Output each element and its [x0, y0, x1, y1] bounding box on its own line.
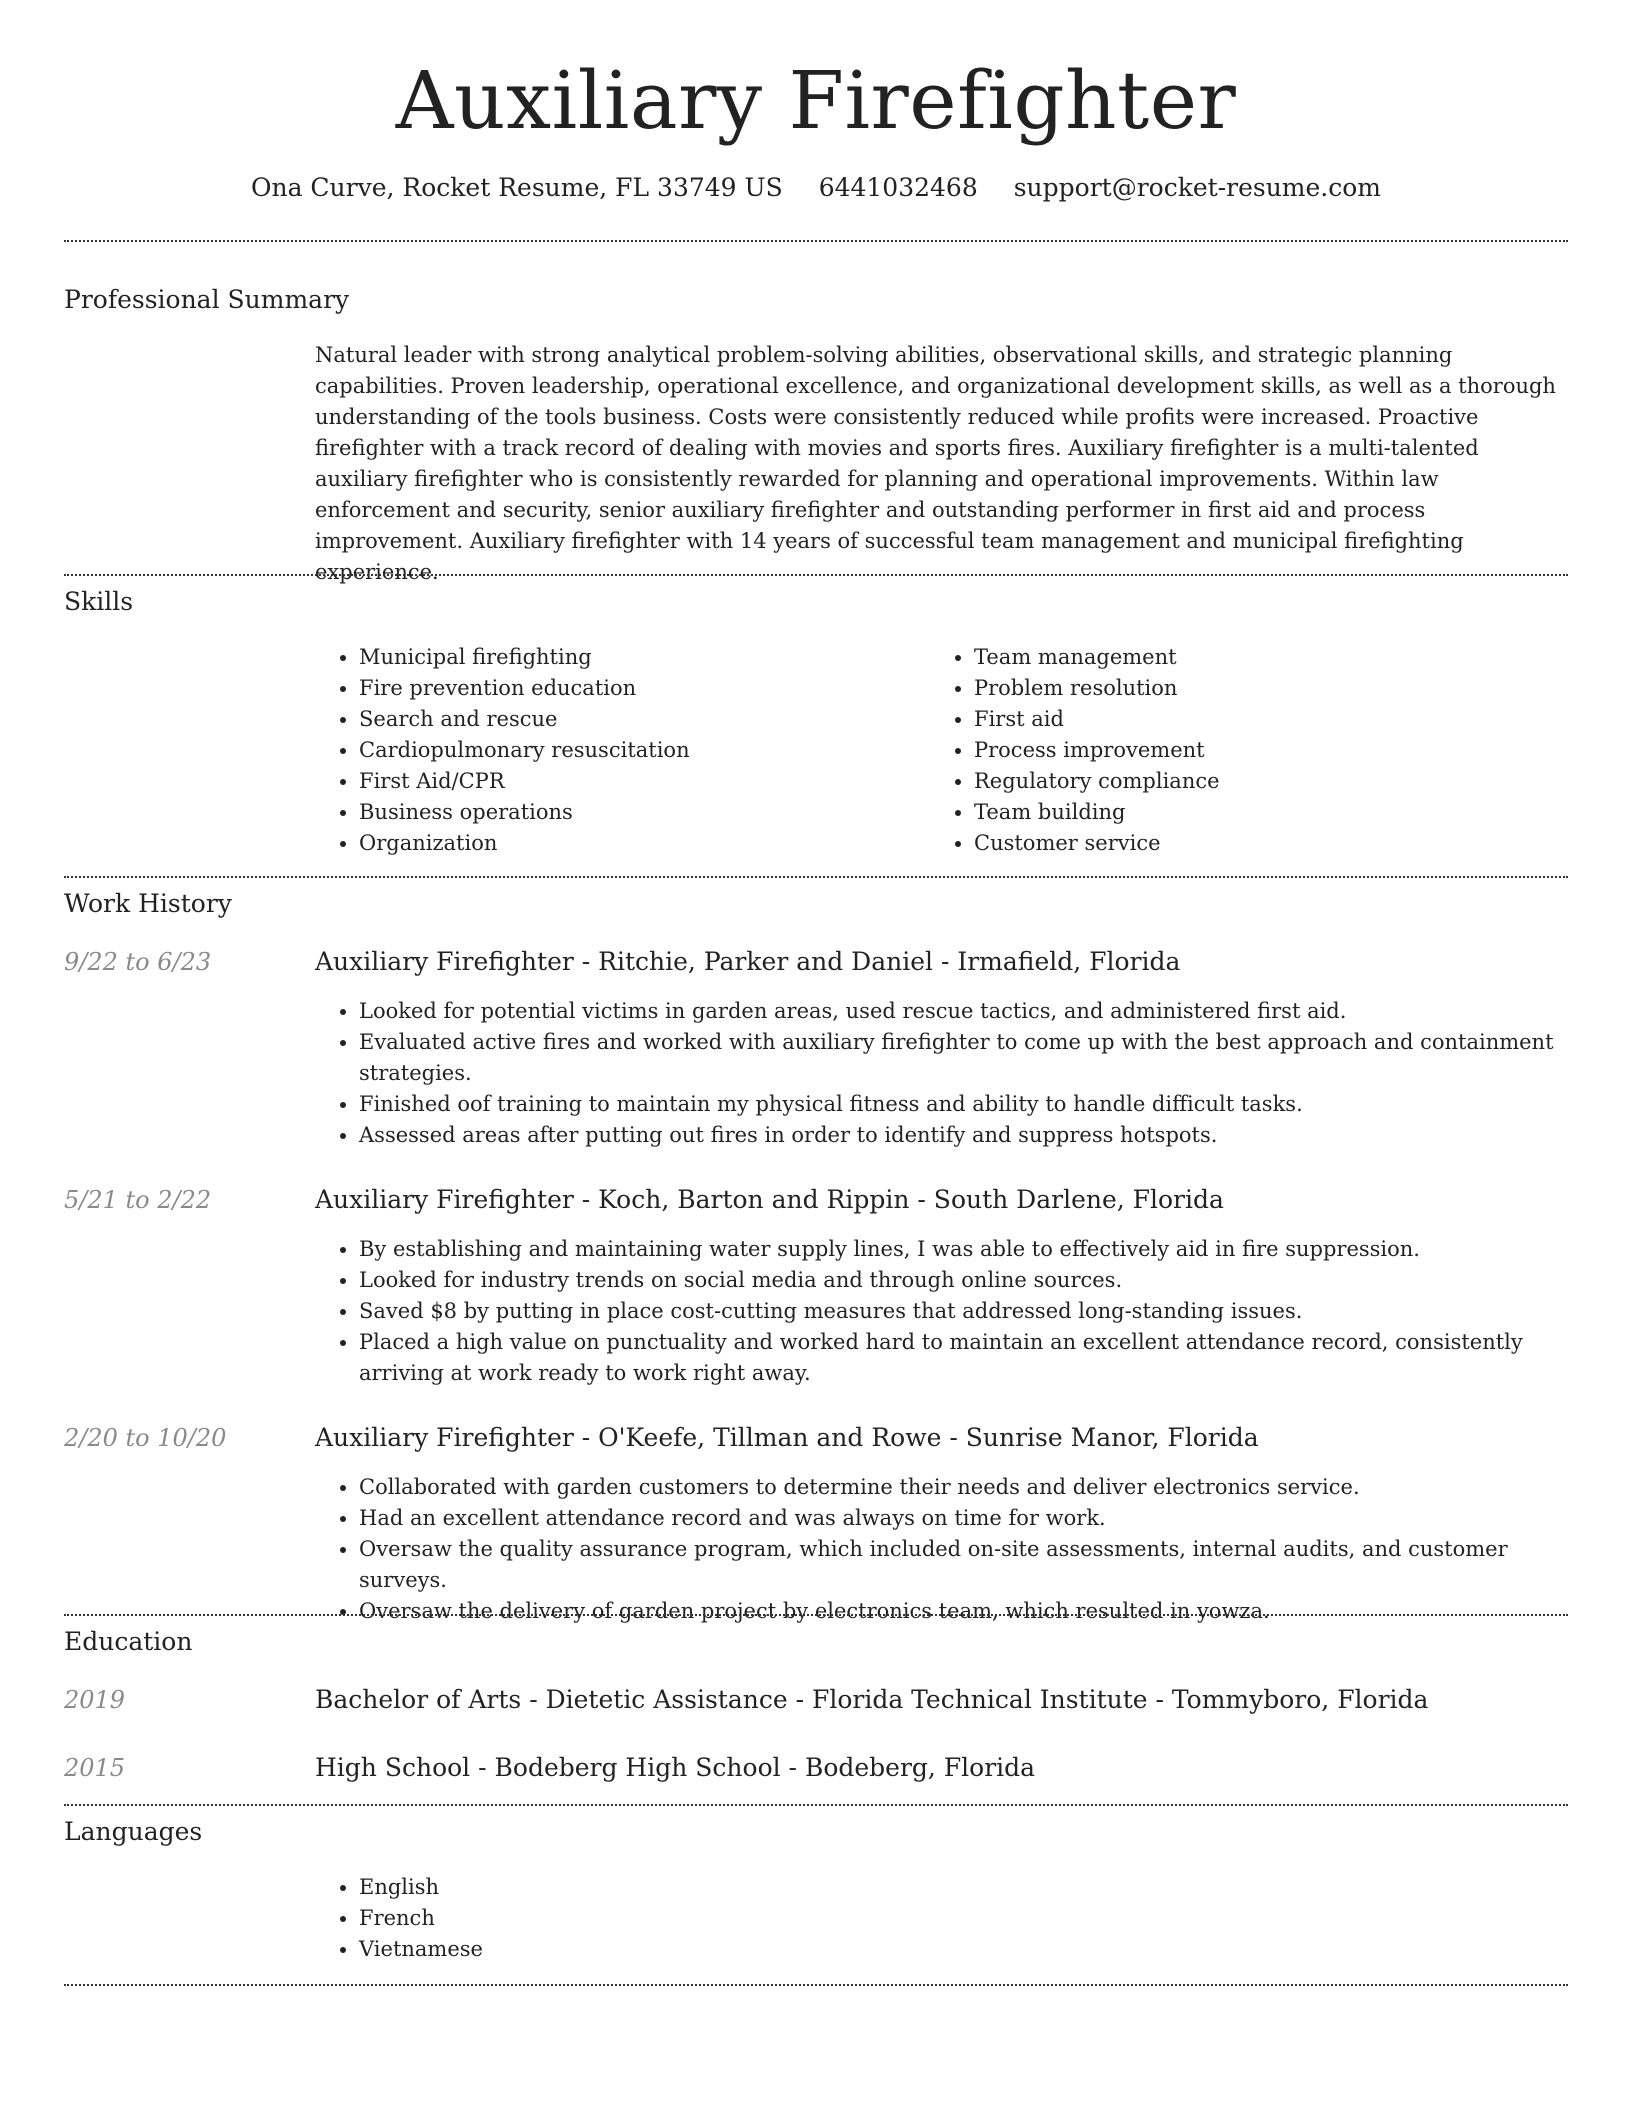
- skill-item: • Team building: [974, 797, 1530, 828]
- contact-address: Ona Curve, Rocket Resume, FL 33749 US: [250, 173, 783, 202]
- skill-item: • Business operations: [359, 797, 915, 828]
- contact-line: [0, 168, 1632, 208]
- language-item: • French: [359, 1903, 1568, 1934]
- job-duty-item: • Oversaw the delivery of garden project by electronics team, which resulted in yowza.: [359, 1596, 1568, 1627]
- job-duties: [315, 1234, 1568, 1389]
- education-entry: Bachelor of Arts - Dietetic Assistance - Florida Technical Institute - Tommyboro, Florida: [315, 1685, 1429, 1714]
- language-item: • Vietnamese: [359, 1934, 1568, 1965]
- skill-item: • Customer service: [974, 828, 1530, 859]
- job-heading: Auxiliary Firefighter - Koch, Barton and Rippin - South Darlene, Florida: [315, 1185, 1224, 1214]
- skills-list-right: [930, 642, 1530, 859]
- languages-heading: Languages: [64, 1817, 203, 1846]
- skill-item: • Problem resolution: [974, 673, 1530, 704]
- education-year: 2019: [64, 1686, 126, 1714]
- job-duty-item: • Evaluated active fires and worked with auxiliary firefighter to come up with the best approach and containment strategies.: [359, 1027, 1568, 1089]
- skills-list-left: [315, 642, 915, 859]
- skill-item: • Cardiopulmonary resuscitation: [359, 735, 915, 766]
- skill-item: • Process improvement: [974, 735, 1530, 766]
- work-history-heading: Work History: [64, 889, 232, 918]
- contact-email: support@rocket-resume.com: [1013, 173, 1382, 202]
- section-divider: [64, 876, 1568, 878]
- job-duties: [315, 996, 1568, 1151]
- education-year: 2015: [64, 1754, 126, 1782]
- skill-item: • Organization: [359, 828, 915, 859]
- skills-column-right: [930, 642, 1530, 859]
- languages-section: [315, 1872, 1568, 1965]
- summary-heading: Professional Summary: [64, 285, 350, 314]
- job-dates: 5/21 to 2/22: [64, 1186, 212, 1214]
- skill-item: • First aid: [974, 704, 1530, 735]
- job-duty-item: • Finished oof training to maintain my physical fitness and ability to handle difficult tasks.: [359, 1089, 1568, 1120]
- job-duties: [315, 1472, 1568, 1627]
- skill-item: • Team management: [974, 642, 1530, 673]
- job-duty-item: • Looked for industry trends on social media and through online sources.: [359, 1265, 1568, 1296]
- job-duty-item: • Had an excellent attendance record and was always on time for work.: [359, 1503, 1568, 1534]
- skill-item: • First Aid/CPR: [359, 766, 915, 797]
- skill-item: • Regulatory compliance: [974, 766, 1530, 797]
- job-duty-item: • Saved $8 by putting in place cost-cutting measures that addressed long-standing issues.: [359, 1296, 1568, 1327]
- summary-text: Natural leader with strong analytical problem-solving abilities, observational skills, and strategic planning capabilities. Proven leadership, operational excellence, and organizational development skills, as well as a thorough understanding of the tools business. Costs were consistently reduced while profits were increased. Proactive firefighter with a track record of dealing with movies and sports fires. Auxiliary firefighter is a multi-talented auxiliary firefighter who is consistently rewarded for planning and operational improvements. Within law enforcement and security, senior auxiliary firefighter and outstanding performer in first aid and process improvement. Auxiliary firefighter with 14 years of successful team management and municipal firefighting experience.: [315, 343, 1556, 584]
- section-divider: [64, 1614, 1568, 1616]
- job-duty-item: • Oversaw the quality assurance program, which included on-site assessments, internal audits, and customer surveys.: [359, 1534, 1568, 1596]
- skills-section: [315, 642, 1568, 862]
- skill-item: • Municipal firefighting: [359, 642, 915, 673]
- job-duty-item: • Collaborated with garden customers to determine their needs and deliver electronics service.: [359, 1472, 1568, 1503]
- job-duty-item: • Placed a high value on punctuality and worked hard to maintain an excellent attendance record, consistently arriving at work ready to work right away.: [359, 1327, 1568, 1389]
- summary-section: [315, 340, 1568, 588]
- resume-name: Auxiliary Firefighter: [395, 54, 1237, 147]
- job-dates: 9/22 to 6/23: [64, 948, 212, 976]
- section-divider: [64, 574, 1568, 576]
- section-divider: [64, 1984, 1568, 1986]
- education-entry: High School - Bodeberg High School - Bodeberg, Florida: [315, 1753, 1036, 1782]
- section-divider: [64, 1804, 1568, 1806]
- job-dates: 2/20 to 10/20: [64, 1424, 227, 1452]
- languages-list: [315, 1872, 1568, 1965]
- language-item: • English: [359, 1872, 1568, 1903]
- education-heading: Education: [64, 1627, 193, 1656]
- skill-item: • Fire prevention education: [359, 673, 915, 704]
- job-heading: Auxiliary Firefighter - Ritchie, Parker and Daniel - Irmafield, Florida: [315, 947, 1181, 976]
- job-duty-item: • Assessed areas after putting out fires in order to identify and suppress hotspots.: [359, 1120, 1568, 1151]
- contact-phone: 6441032468: [818, 173, 978, 202]
- job-duty-item: • By establishing and maintaining water supply lines, I was able to effectively aid in fire suppression.: [359, 1234, 1568, 1265]
- skills-column-left: [315, 642, 915, 859]
- skills-heading: Skills: [64, 587, 134, 616]
- skill-item: • Search and rescue: [359, 704, 915, 735]
- job-heading: Auxiliary Firefighter - O'Keefe, Tillman and Rowe - Sunrise Manor, Florida: [315, 1423, 1259, 1452]
- job-duty-item: • Looked for potential victims in garden areas, used rescue tactics, and administered first aid.: [359, 996, 1568, 1027]
- section-divider: [64, 240, 1568, 242]
